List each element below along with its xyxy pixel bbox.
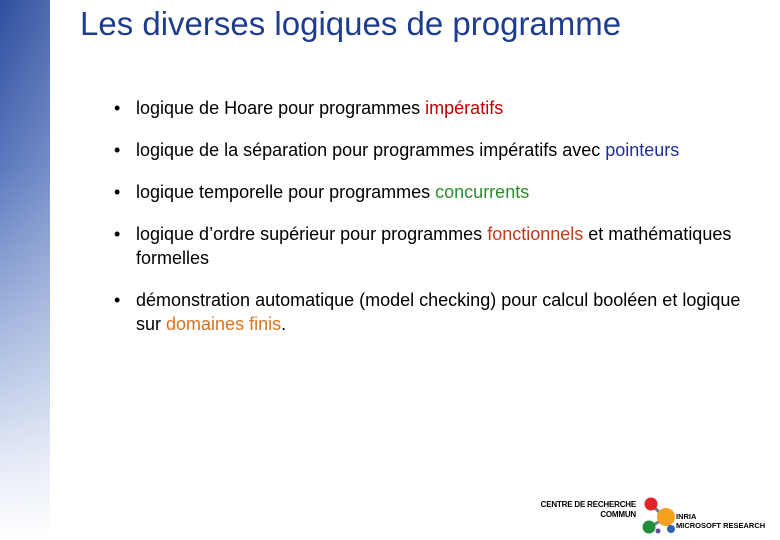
logo-line-1: CENTRE DE RECHERCHE (540, 500, 636, 509)
bullet-highlight: impératifs (425, 98, 504, 118)
bullet-highlight: pointeurs (605, 140, 680, 160)
logo-line-4: MICROSOFT RESEARCH (676, 521, 766, 530)
bullet-dot: • (114, 98, 121, 118)
bullet-highlight: fonctionnels (487, 224, 584, 244)
bullet-dot: • (114, 140, 121, 160)
bullet-list (114, 96, 754, 354)
bullet-text: logique de Hoare pour programmes (136, 98, 426, 118)
logo-line-2: COMMUN (600, 510, 636, 519)
bullet-text: logique d’ordre supérieur pour programmes (136, 224, 488, 244)
bullet-item-separation (114, 138, 754, 162)
bullet-dot: • (114, 182, 121, 202)
slide-title: Les diverses logiques de programme (80, 5, 622, 42)
bullet-text: démonstration automatique (model checking) pour calcul booléen et logique sur (136, 290, 741, 334)
bullet-highlight: domaines finis (166, 314, 282, 334)
logo-line-3: INRIA (676, 512, 697, 521)
logo-text-left (536, 500, 636, 520)
bullet-item-hoare (114, 96, 754, 120)
bullet-item-demonstration (114, 288, 754, 336)
bullet-text-after: . (281, 314, 287, 334)
bullet-highlight: concurrents (435, 182, 530, 202)
bullet-text-after: et mathématiques formelles (136, 224, 732, 268)
logo-text-right (676, 512, 765, 530)
bullet-dot: • (114, 224, 121, 244)
bullet-item-temporelle (114, 180, 754, 204)
bullet-item-ordre-superieur (114, 222, 754, 270)
bullet-text: logique de la séparation pour programmes impératifs avec (136, 140, 606, 160)
bullet-text: logique temporelle pour programmes (136, 182, 436, 202)
side-gradient-band (0, 0, 50, 540)
molecule-logo-icon (640, 496, 680, 536)
research-center-logo (536, 496, 776, 536)
bullet-dot: • (114, 290, 121, 310)
